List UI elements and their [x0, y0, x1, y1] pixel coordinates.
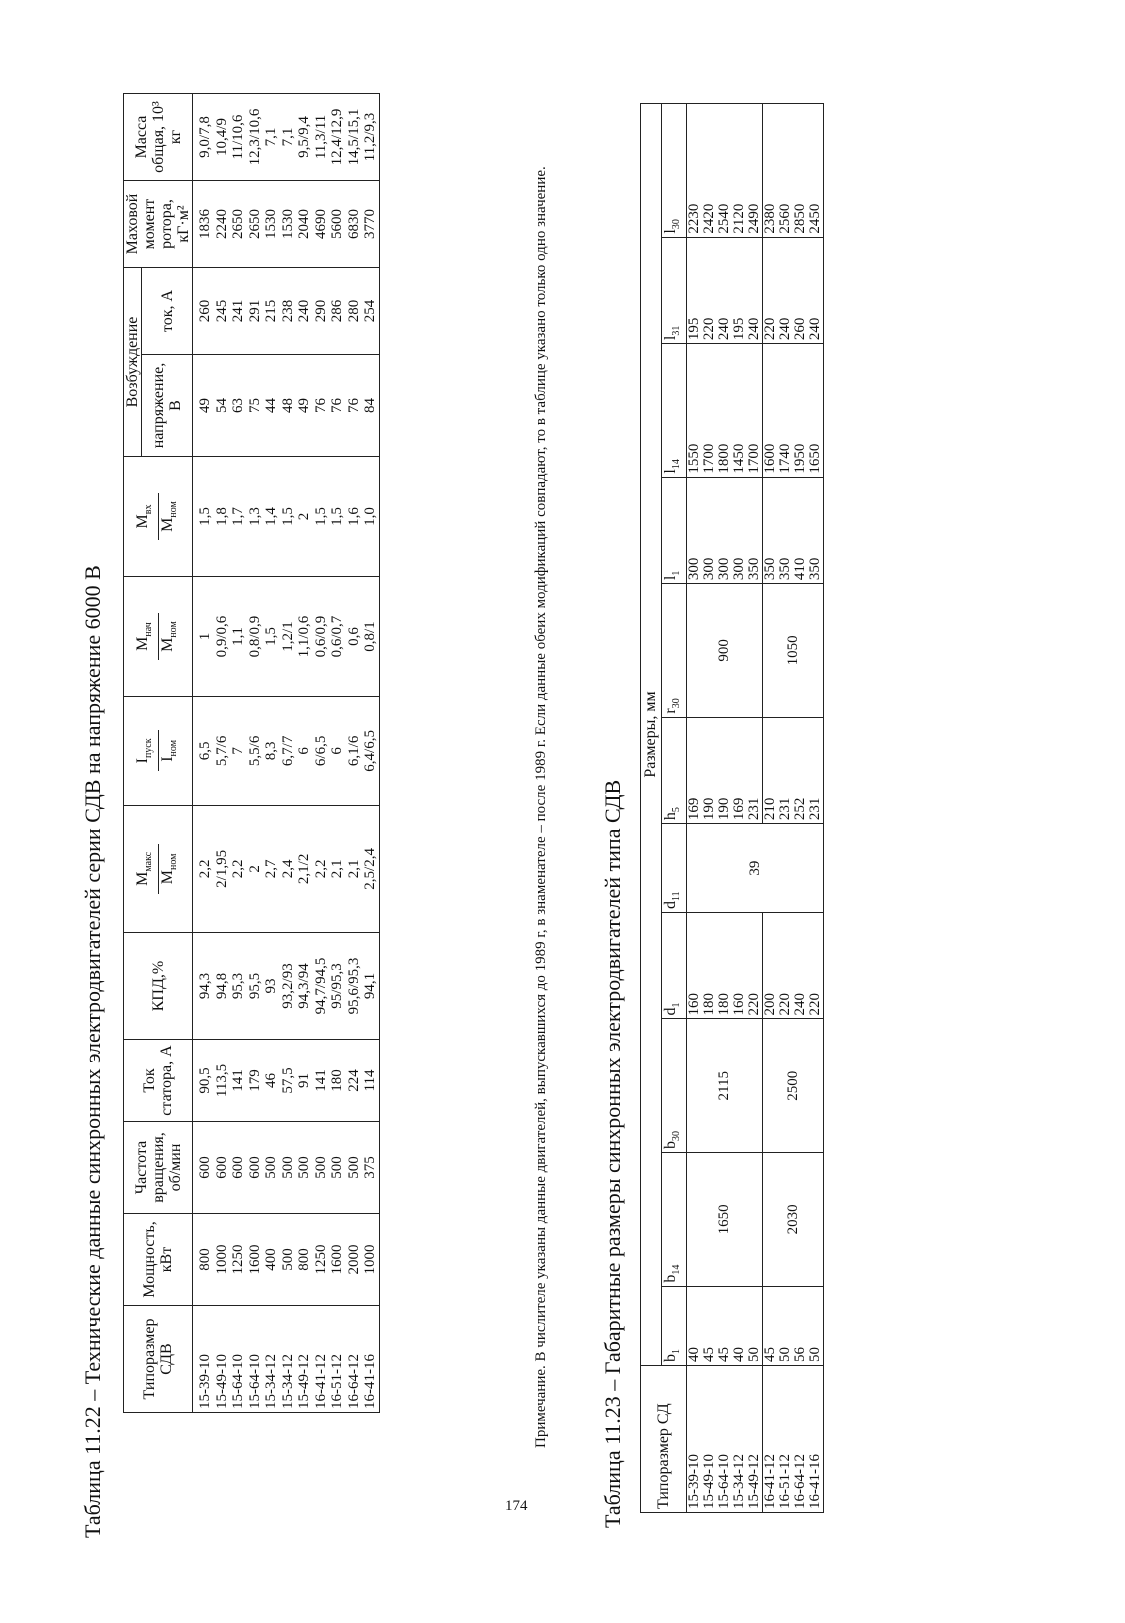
table-cell: 220 — [747, 913, 763, 1019]
table-cell: 95/95,3 — [329, 933, 346, 1040]
table-cell: 2,5/2,4 — [362, 805, 379, 932]
table-cell: 16-41-16 — [808, 1366, 824, 1513]
table-cell: 245 — [214, 268, 231, 355]
table-cell: 113,5 — [214, 1040, 231, 1122]
table-cell: 49 — [193, 355, 214, 457]
table-cell: 15-34-12 — [732, 1366, 747, 1513]
table-cell: 2040 — [296, 181, 313, 268]
merged-r30: 900 — [687, 584, 763, 718]
th2-col-l14: $l_{14}$ — [662, 344, 687, 478]
table-cell: 2420 — [702, 104, 717, 238]
table-cell: 49 — [296, 355, 313, 457]
table-cell: 220 — [702, 237, 717, 343]
table-cell: 15-39-10 — [687, 1366, 703, 1513]
table-cell: 252 — [793, 717, 808, 823]
th-ipusk: $I_{пуск}$ $I_{ном}$ — [124, 697, 193, 806]
table-cell: 0,6/0,7 — [329, 577, 346, 697]
table-cell: 50 — [808, 1286, 824, 1365]
table-cell: 114 — [362, 1040, 379, 1122]
table-row — [247, 94, 264, 1413]
table-cell: 15-49-10 — [702, 1366, 717, 1513]
table-cell: 410 — [793, 477, 808, 583]
table-cell: 180 — [329, 1040, 346, 1122]
th2-col-b14: $b_{14}$ — [662, 1153, 687, 1287]
table-cell: 5,7/6 — [214, 697, 231, 806]
table-cell: 224 — [346, 1040, 363, 1122]
table-cell: 2,1/2 — [296, 805, 313, 932]
table-cell: 63 — [230, 355, 247, 457]
table-cell: 12,4/12,9 — [329, 94, 346, 181]
table-cell: 1,1/0,6 — [296, 577, 313, 697]
th-mass: Масса общая, 10³ кг — [124, 94, 193, 181]
table-cell: 500 — [329, 1122, 346, 1214]
table-row — [763, 104, 779, 1513]
table-cell: 15-49-10 — [214, 1306, 231, 1413]
table-cell: 2560 — [778, 104, 793, 238]
table-cell: 14,5/15,1 — [346, 94, 363, 181]
th-mvh: $М_{вх}$ $М_{ном}$ — [124, 457, 193, 577]
table-cell: 2540 — [717, 104, 732, 238]
table-cell: 56 — [793, 1286, 808, 1365]
table-cell: 300 — [687, 477, 703, 583]
table-cell: 84 — [362, 355, 379, 457]
th-type: Типоразмер СДВ — [124, 1306, 193, 1413]
table-cell: 600 — [214, 1122, 231, 1214]
th-mnach: $М_{нач}$ $М_{ном}$ — [124, 577, 193, 697]
table-cell: 95,5 — [247, 933, 264, 1040]
table-cell: 2,2 — [230, 805, 247, 932]
table-row — [313, 94, 330, 1413]
table-cell: 1700 — [702, 344, 717, 478]
th-flywheel: Маховой момент ротора, кГ·м² — [124, 181, 193, 268]
table-cell: 15-49-12 — [296, 1306, 313, 1413]
table-cell: 210 — [763, 717, 779, 823]
table-cell: 7,1 — [263, 94, 280, 181]
table-cell: 16-51-12 — [778, 1366, 793, 1513]
table-cell: 1,5 — [313, 457, 330, 577]
table-cell: 300 — [732, 477, 747, 583]
table-cell: 350 — [778, 477, 793, 583]
table-cell: 1250 — [313, 1214, 330, 1306]
table-cell: 1,7 — [230, 457, 247, 577]
table-cell: 240 — [793, 913, 808, 1019]
table-row — [296, 94, 313, 1413]
table-cell: 50 — [747, 1286, 763, 1365]
table-row — [214, 94, 231, 1413]
th2-sizes: Размеры, мм — [641, 104, 662, 1366]
merged-b14: 1650 — [687, 1153, 763, 1287]
table-cell: 1650 — [808, 344, 824, 478]
th-power: Мощность, кВт — [124, 1214, 193, 1306]
table-cell: 2,2 — [313, 805, 330, 932]
table-cell: 7 — [230, 697, 247, 806]
table-cell: 290 — [313, 268, 330, 355]
table-cell: 5,5/6 — [247, 697, 264, 806]
table-cell: 75 — [247, 355, 264, 457]
table-row — [793, 104, 808, 1513]
table-cell: 15-64-10 — [230, 1306, 247, 1413]
table-cell: 1000 — [362, 1214, 379, 1306]
table-cell: 15-64-10 — [247, 1306, 264, 1413]
table-cell: 46 — [263, 1040, 280, 1122]
table-cell: 12,3/10,6 — [247, 94, 264, 181]
table-cell: 94,3 — [193, 933, 214, 1040]
merged-b14: 2030 — [763, 1153, 824, 1287]
table-cell: 350 — [763, 477, 779, 583]
table-cell: 195 — [732, 237, 747, 343]
table-cell: 500 — [280, 1214, 297, 1306]
table2-caption: Таблица 11.23 – Габаритные размеры синхронных электродвигателей типа СДВ — [600, 779, 625, 1528]
table-cell: 2,1 — [329, 805, 346, 932]
table-cell: 179 — [247, 1040, 264, 1122]
table-cell: 94,3/94 — [296, 933, 313, 1040]
th2-col-l1: $l_1$ — [662, 477, 687, 583]
table-cell: 2230 — [687, 104, 703, 238]
table-cell: 6,7/7 — [280, 697, 297, 806]
table-row — [702, 104, 717, 1513]
table-cell: 6/6,5 — [313, 697, 330, 806]
table-cell: 16-64-12 — [793, 1366, 808, 1513]
table-cell: 11,3/11 — [313, 94, 330, 181]
th2-col-d11: $d_{11}$ — [662, 824, 687, 913]
table-cell: 160 — [732, 913, 747, 1019]
table-cell: 215 — [263, 268, 280, 355]
table-cell: 350 — [808, 477, 824, 583]
table-cell: 1,5 — [329, 457, 346, 577]
table-cell: 1530 — [263, 181, 280, 268]
table-cell: 5600 — [329, 181, 346, 268]
table-cell: 10,4/9 — [214, 94, 231, 181]
table-cell: 16-51-12 — [329, 1306, 346, 1413]
page-number: 174 — [505, 1498, 528, 1514]
merged-r30: 1050 — [763, 584, 824, 718]
table-cell: 2,2 — [193, 805, 214, 932]
table-cell: 1,1 — [230, 577, 247, 697]
th2-col-d1: $d_1$ — [662, 913, 687, 1019]
table-cell: 231 — [808, 717, 824, 823]
table-cell: 93,2/93 — [280, 933, 297, 1040]
table-cell: 2380 — [763, 104, 779, 238]
th2-col-l30: $l_{30}$ — [662, 104, 687, 238]
table-cell: 1000 — [214, 1214, 231, 1306]
table-cell: 1740 — [778, 344, 793, 478]
table-cell: 169 — [687, 717, 703, 823]
table-cell: 180 — [717, 913, 732, 1019]
table-cell: 93 — [263, 933, 280, 1040]
table-cell: 94,7/94,5 — [313, 933, 330, 1040]
table-cell: 240 — [808, 237, 824, 343]
table-cell: 280 — [346, 268, 363, 355]
table-cell: 500 — [296, 1122, 313, 1214]
table-cell: 40 — [732, 1286, 747, 1365]
table-cell: 6,1/6 — [346, 697, 363, 806]
table-cell: 220 — [763, 237, 779, 343]
table-cell: 48 — [280, 355, 297, 457]
table-cell: 3770 — [362, 181, 379, 268]
table-cell: 231 — [747, 717, 763, 823]
th-efficiency: КПД,% — [124, 933, 193, 1040]
table-cell: 800 — [296, 1214, 313, 1306]
table-cell: 0,8/0,9 — [247, 577, 264, 697]
merged-d11: 39 — [687, 824, 824, 913]
table-cell: 240 — [747, 237, 763, 343]
table-cell: 45 — [763, 1286, 779, 1365]
table-row — [808, 104, 824, 1513]
table-cell: 2650 — [230, 181, 247, 268]
table-cell: 141 — [230, 1040, 247, 1122]
th-excitation: Возбуждение — [124, 268, 142, 457]
table-cell: 600 — [193, 1122, 214, 1214]
table-cell: 231 — [778, 717, 793, 823]
th2-col-b1: $b_1$ — [662, 1286, 687, 1365]
table-cell: 0,6 — [346, 577, 363, 697]
table-row — [346, 94, 363, 1413]
table-cell: 44 — [263, 355, 280, 457]
table-row — [193, 94, 214, 1413]
table-cell: 76 — [346, 355, 363, 457]
table-cell: 1,2/1 — [280, 577, 297, 697]
table-cell: 1550 — [687, 344, 703, 478]
table-cell: 1600 — [329, 1214, 346, 1306]
th2-col-r30: $r_{30}$ — [662, 584, 687, 718]
table-cell: 15-49-12 — [747, 1366, 763, 1513]
merged-b30: 2500 — [763, 1019, 824, 1153]
table-cell: 50 — [778, 1286, 793, 1365]
table-cell: 500 — [313, 1122, 330, 1214]
table-cell: 190 — [702, 717, 717, 823]
table-cell: 94,1 — [362, 933, 379, 1040]
table-cell: 160 — [687, 913, 703, 1019]
table-cell: 4690 — [313, 181, 330, 268]
table-cell: 195 — [687, 237, 703, 343]
table2 — [640, 103, 824, 1513]
table-cell: 1950 — [793, 344, 808, 478]
table-cell: 1250 — [230, 1214, 247, 1306]
th-stator-current: Ток статора, А — [124, 1040, 193, 1122]
th-exc-voltage: напряжение, В — [142, 355, 193, 457]
table-cell: 2000 — [346, 1214, 363, 1306]
table-cell: 2120 — [732, 104, 747, 238]
table-cell: 54 — [214, 355, 231, 457]
table-row — [687, 104, 703, 1513]
table-cell: 16-41-12 — [313, 1306, 330, 1413]
table-cell: 95,6/95,3 — [346, 933, 363, 1040]
table-cell: 286 — [329, 268, 346, 355]
table-cell: 200 — [763, 913, 779, 1019]
table-cell: 241 — [230, 268, 247, 355]
table-cell: 350 — [747, 477, 763, 583]
table-cell: 169 — [732, 717, 747, 823]
table-cell: 6,4/6,5 — [362, 697, 379, 806]
table-cell: 11,2/9,3 — [362, 94, 379, 181]
th2-type: Типоразмер СД — [641, 1366, 687, 1513]
table-cell: 2,4 — [280, 805, 297, 932]
table-cell: 1,6 — [346, 457, 363, 577]
table-cell: 16-41-12 — [763, 1366, 779, 1513]
table-cell: 15-39-10 — [193, 1306, 214, 1413]
table-cell: 0,6/0,9 — [313, 577, 330, 697]
th2-col-h5: $h_5$ — [662, 717, 687, 823]
table1 — [123, 93, 380, 1413]
table-cell: 1,4 — [263, 457, 280, 577]
table-row — [717, 104, 732, 1513]
table-cell: 15-34-12 — [280, 1306, 297, 1413]
table-cell: 2650 — [247, 181, 264, 268]
table1-caption: Таблица 11.22 – Технические данные синхронных электродвигателей серии СДВ на напряжение 6000 В — [80, 565, 105, 1538]
table-cell: 141 — [313, 1040, 330, 1122]
table-cell: 2 — [247, 805, 264, 932]
table-cell: 15-64-10 — [717, 1366, 732, 1513]
table-cell: 2490 — [747, 104, 763, 238]
table-cell: 9,0/7,8 — [193, 94, 214, 181]
th-exc-current: ток, А — [142, 268, 193, 355]
table-cell: 90,5 — [193, 1040, 214, 1122]
table-cell: 1450 — [732, 344, 747, 478]
th-speed: Частота вращения, об/мин — [124, 1122, 193, 1214]
table-cell: 15-34-12 — [263, 1306, 280, 1413]
th-mmax: $М_{макс}$ $М_{ном}$ — [124, 805, 193, 932]
table1-note: Примечание. В числителе указаны данные двигателей, выпускавшихся до 1989 г, в знаменателе – после 1989 г. Если данные обеих модификаций совпадают, то в таблице указано только одно значение. — [533, 166, 549, 1448]
th2-col-l31: $l_{31}$ — [662, 237, 687, 343]
table-row — [230, 94, 247, 1413]
table-row — [732, 104, 747, 1513]
table-cell: 500 — [346, 1122, 363, 1214]
table-cell: 7,1 — [280, 94, 297, 181]
table-cell: 2/1,95 — [214, 805, 231, 932]
table-row — [280, 94, 297, 1413]
table-cell: 1,5 — [280, 457, 297, 577]
table-row — [747, 104, 763, 1513]
table-cell: 1 — [193, 577, 214, 697]
table-cell: 291 — [247, 268, 264, 355]
table-cell: 2 — [296, 457, 313, 577]
table-cell: 1800 — [717, 344, 732, 478]
table1-body — [193, 94, 380, 1413]
table-cell: 1836 — [193, 181, 214, 268]
table-cell: 600 — [230, 1122, 247, 1214]
table-row — [263, 94, 280, 1413]
table-cell: 2450 — [808, 104, 824, 238]
table-cell: 57,5 — [280, 1040, 297, 1122]
table-cell: 40 — [687, 1286, 703, 1365]
table-cell: 400 — [263, 1214, 280, 1306]
table-cell: 95,3 — [230, 933, 247, 1040]
table-cell: 300 — [717, 477, 732, 583]
table-cell: 16-64-12 — [346, 1306, 363, 1413]
table-cell: 6830 — [346, 181, 363, 268]
table-cell: 180 — [702, 913, 717, 1019]
table-cell: 240 — [778, 237, 793, 343]
table2-body — [687, 104, 824, 1513]
table-cell: 9,5/9,4 — [296, 94, 313, 181]
table-cell: 238 — [280, 268, 297, 355]
table-cell: 91 — [296, 1040, 313, 1122]
table-cell: 800 — [193, 1214, 214, 1306]
table-cell: 76 — [313, 355, 330, 457]
table-cell: 6 — [329, 697, 346, 806]
table-cell: 2,7 — [263, 805, 280, 932]
table-cell: 1,8 — [214, 457, 231, 577]
th2-col-b30: $b_{30}$ — [662, 1019, 687, 1153]
table2-subheader — [662, 104, 687, 1513]
table-cell: 240 — [717, 237, 732, 343]
table-cell: 6 — [296, 697, 313, 806]
table-cell: 8,3 — [263, 697, 280, 806]
table-cell: 1,0 — [362, 457, 379, 577]
table-cell: 190 — [717, 717, 732, 823]
table-row — [329, 94, 346, 1413]
table-row — [362, 94, 379, 1413]
table-cell: 76 — [329, 355, 346, 457]
table-cell: 220 — [808, 913, 824, 1019]
table-cell: 94,8 — [214, 933, 231, 1040]
table-cell: 16-41-16 — [362, 1306, 379, 1413]
table-cell: 6,5 — [193, 697, 214, 806]
table-cell: 1,3 — [247, 457, 264, 577]
table-cell: 2240 — [214, 181, 231, 268]
table-cell: 254 — [362, 268, 379, 355]
table-cell: 45 — [702, 1286, 717, 1365]
table-cell: 260 — [193, 268, 214, 355]
table-cell: 2,1 — [346, 805, 363, 932]
table-cell: 2850 — [793, 104, 808, 238]
table-cell: 1,5 — [193, 457, 214, 577]
table-cell: 1600 — [763, 344, 779, 478]
table-cell: 375 — [362, 1122, 379, 1214]
table-cell: 0,9/0,6 — [214, 577, 231, 697]
table-cell: 0,8/1 — [362, 577, 379, 697]
table-cell: 220 — [778, 913, 793, 1019]
table-cell: 1,5 — [263, 577, 280, 697]
table-cell: 240 — [296, 268, 313, 355]
table-cell: 11/10,6 — [230, 94, 247, 181]
table-cell: 1700 — [747, 344, 763, 478]
table-cell: 45 — [717, 1286, 732, 1365]
merged-b30: 2115 — [687, 1019, 763, 1153]
table-cell: 300 — [702, 477, 717, 583]
table-cell: 1600 — [247, 1214, 264, 1306]
table-cell: 500 — [263, 1122, 280, 1214]
table-cell: 500 — [280, 1122, 297, 1214]
table-cell: 600 — [247, 1122, 264, 1214]
table-row — [778, 104, 793, 1513]
table-cell: 260 — [793, 237, 808, 343]
table-cell: 1530 — [280, 181, 297, 268]
